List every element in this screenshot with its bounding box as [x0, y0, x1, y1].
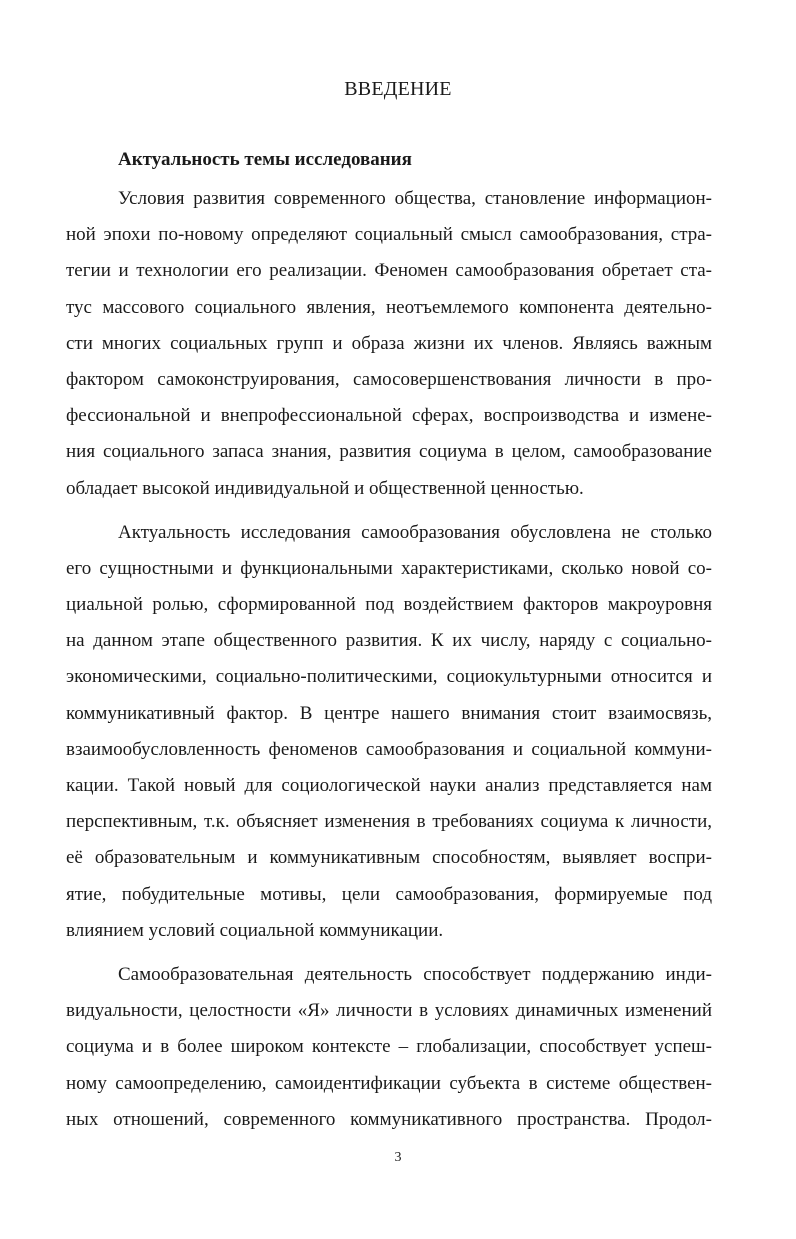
- page-number: 3: [394, 1150, 402, 1165]
- text-line: социума и в более широком контексте – глобализации, способствует успеш-: [66, 1036, 712, 1058]
- paragraph-2: [66, 515, 712, 949]
- text-line: кации. Такой новый для социологической науки анализ представляется нам: [66, 775, 712, 796]
- text-line: ятие, побудительные мотивы, цели самообразования, формируемые под: [66, 883, 712, 905]
- text-line: тус массового социального явления, неотъемлемого компонента деятельно-: [66, 296, 712, 318]
- text-line: Актуальность исследования самообразования обусловлена не столько: [118, 521, 712, 543]
- text-line: фессиональной и внепрофессиональной сферах, воспроизводства и измене-: [66, 405, 712, 427]
- body-text: [66, 181, 712, 1138]
- text-line: перспективным, т.к. объясняет изменения в требованиях социума к личности,: [66, 811, 712, 833]
- text-line: Самообразовательная деятельность способствует поддержанию инди-: [118, 963, 712, 985]
- text-line: её образовательным и коммуникативным способностям, выявляет воспри-: [66, 847, 712, 869]
- page-title: ВВЕДЕНИЕ: [344, 78, 452, 100]
- text-line: циальной ролью, сформированной под воздействием факторов макроуровня: [66, 594, 712, 616]
- paragraph-1: [66, 181, 712, 507]
- text-line: обладает высокой индивидуальной и общественной ценностью.: [66, 477, 584, 499]
- text-line: коммуникативный фактор. В центре нашего внимания стоит взаимосвязь,: [66, 702, 712, 724]
- text-line: тегии и технологии его реализации. Феномен самообразования обретает ста-: [66, 260, 712, 282]
- text-line: экономическими, социально-политическими, социокультурными относится и: [66, 666, 712, 688]
- text-line: ной эпохи по-новому определяют социальный смысл самообразования, стра-: [66, 224, 712, 246]
- text-line: ных отношений, современного коммуникативного пространства. Продол-: [66, 1108, 712, 1130]
- text-line: ному самоопределению, самоидентификации субъекта в системе обществен-: [66, 1072, 712, 1094]
- text-line: взаимообусловленность феноменов самообразования и социальной коммуни-: [66, 738, 712, 760]
- text-line: сти многих социальных групп и образа жизни их членов. Являясь важным: [66, 332, 712, 354]
- text-line: видуальности, целостности «Я» личности в условиях динамичных изменений: [66, 1000, 712, 1022]
- text-line: на данном этапе общественного развития. К их числу, наряду с социально-: [66, 630, 712, 652]
- section-heading: Актуальность темы исследования: [118, 149, 412, 170]
- text-line: фактором самоконструирования, самосовершенствования личности в про-: [66, 368, 712, 390]
- text-line: влиянием условий социальной коммуникации.: [66, 919, 444, 941]
- text-line: ния социального запаса знания, развития социума в целом, самообразование: [66, 441, 712, 463]
- text-line: его сущностными и функциональными характеристиками, сколько новой со-: [66, 557, 712, 579]
- text-line: Условия развития современного общества, становление информацион-: [118, 188, 712, 209]
- paragraph-3: [66, 957, 712, 1138]
